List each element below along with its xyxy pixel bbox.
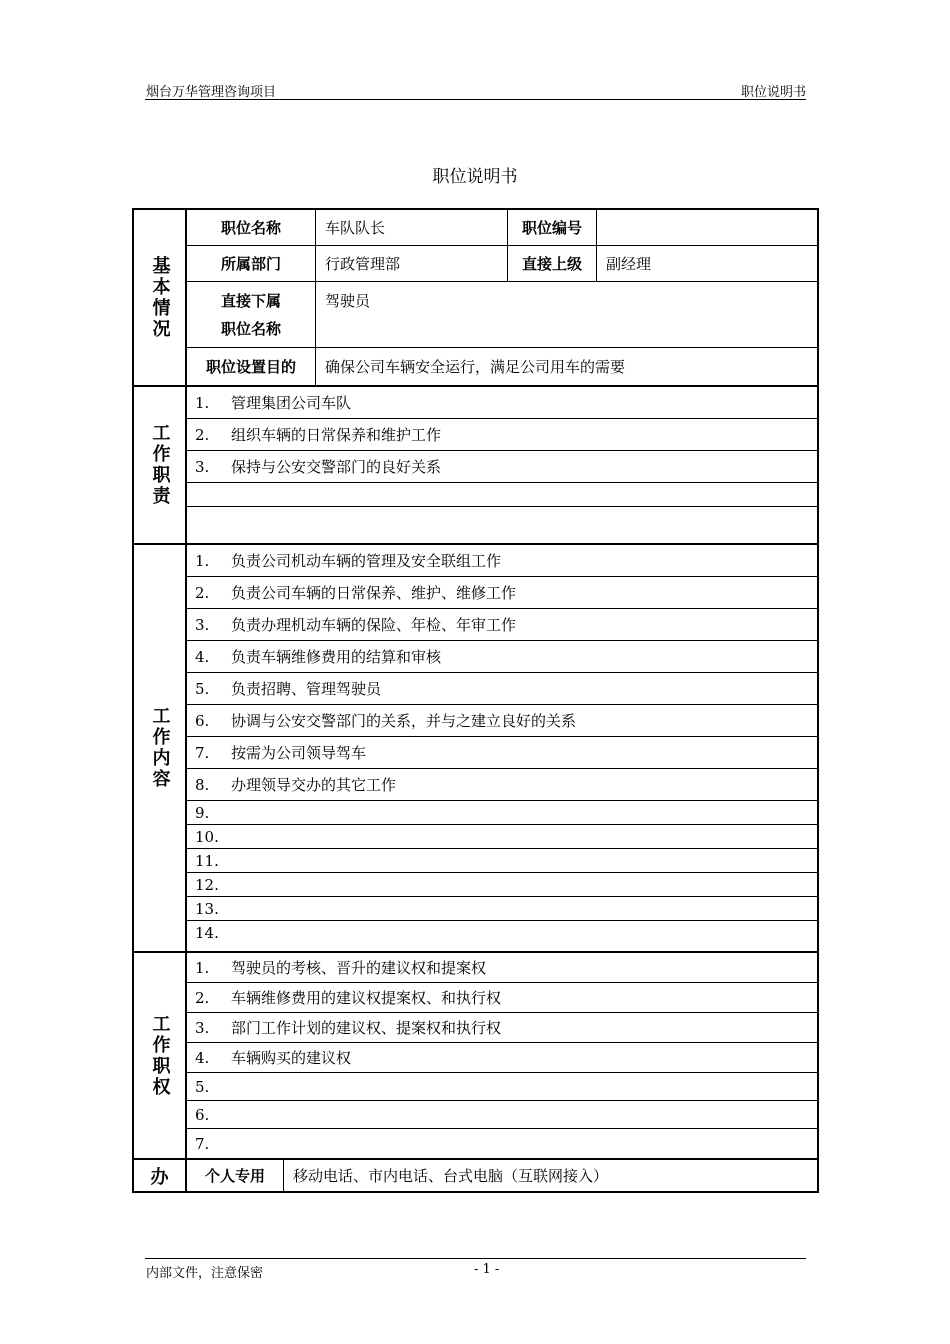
list-item: 2. 车辆维修费用的建议权提案权、和执行权	[187, 983, 817, 1013]
department-label: 所属部门	[220, 255, 281, 273]
list-item: 5.	[187, 1073, 817, 1101]
section-authority	[134, 953, 817, 1160]
list-item: 2. 组织车辆的日常保养和维护工作	[187, 419, 817, 451]
list-item: 1. 管理集团公司车队	[187, 387, 817, 419]
section-basic-info-label: 基本情况	[134, 210, 187, 385]
list-item: 8. 办理领导交办的其它工作	[187, 769, 817, 801]
list-item: 4. 负责车辆维修费用的结算和审核	[187, 641, 817, 673]
list-item: 6.	[187, 1101, 817, 1129]
list-item: 3. 部门工作计划的建议权、提案权和执行权	[187, 1013, 817, 1043]
section-work-content	[134, 545, 817, 953]
purpose-value: 确保公司车辆安全运行，满足公司用车的需要	[315, 348, 817, 385]
list-item: 9.	[187, 801, 817, 825]
list-item: 13.	[187, 897, 817, 921]
section-work-content-label: 工作内容	[134, 545, 187, 951]
list-item: 7. 按需为公司领导驾车	[187, 737, 817, 769]
department-value: 行政管理部	[315, 246, 507, 281]
row-department	[187, 246, 817, 282]
position-name-label: 职位名称	[220, 219, 281, 237]
job-description-form	[132, 208, 819, 1193]
list-item: 3. 负责办理机动车辆的保险、年检、年审工作	[187, 609, 817, 641]
page-number: - 1 -	[474, 1262, 500, 1277]
subordinate-value: 驾驶员	[315, 282, 817, 347]
list-item: 4. 车辆购买的建议权	[187, 1043, 817, 1073]
list-item: 5. 负责招聘、管理驾驶员	[187, 673, 817, 705]
footer-confidential-note: 内部文件，注意保密	[146, 1266, 264, 1281]
header-project-name: 烟台万华管理咨询项目	[146, 85, 277, 100]
superior-label: 直接上级	[507, 246, 596, 281]
list-item: 7.	[195, 1134, 210, 1153]
position-code-value	[596, 210, 817, 245]
row-purpose	[187, 348, 817, 385]
footer-divider	[145, 1258, 806, 1259]
list-item: 1. 负责公司机动车辆的管理及安全联组工作	[187, 545, 817, 577]
list-item: 10.	[187, 825, 817, 849]
section-office-label: 办	[134, 1160, 187, 1191]
position-name-value: 车队队长	[315, 210, 507, 245]
superior-value: 副经理	[596, 246, 817, 281]
section-basic-info	[134, 210, 817, 387]
section-duties	[134, 387, 817, 545]
list-item: 14.	[195, 924, 219, 942]
list-item: 6. 协调与公安交警部门的关系，并与之建立良好的关系	[187, 705, 817, 737]
list-item	[187, 507, 817, 543]
row-personal-equipment	[187, 1160, 817, 1191]
list-item: 11.	[187, 849, 817, 873]
personal-equipment-label: 个人专用	[204, 1167, 265, 1185]
list-item: 12.	[187, 873, 817, 897]
list-item	[187, 483, 817, 507]
list-item: 1. 驾驶员的考核、晋升的建议权和提案权	[187, 953, 817, 983]
personal-equipment-value: 移动电话、市内电话、台式电脑（互联网接入）	[283, 1160, 817, 1191]
list-item: 2. 负责公司车辆的日常保养、维护、维修工作	[187, 577, 817, 609]
section-office	[134, 1160, 817, 1191]
section-authority-label: 工作职权	[134, 953, 187, 1158]
header-doc-type: 职位说明书	[740, 85, 806, 100]
position-code-label: 职位编号	[507, 210, 596, 245]
section-duties-label: 工作职责	[134, 387, 187, 543]
header-divider	[145, 99, 806, 100]
page-title: 职位说明书	[432, 167, 518, 187]
purpose-label: 职位设置目的	[205, 358, 296, 376]
row-subordinate	[187, 282, 817, 348]
list-item: 3. 保持与公安交警部门的良好关系	[187, 451, 817, 483]
subordinate-label: 直接下属 职位名称	[220, 291, 281, 338]
row-position-name	[187, 210, 817, 246]
